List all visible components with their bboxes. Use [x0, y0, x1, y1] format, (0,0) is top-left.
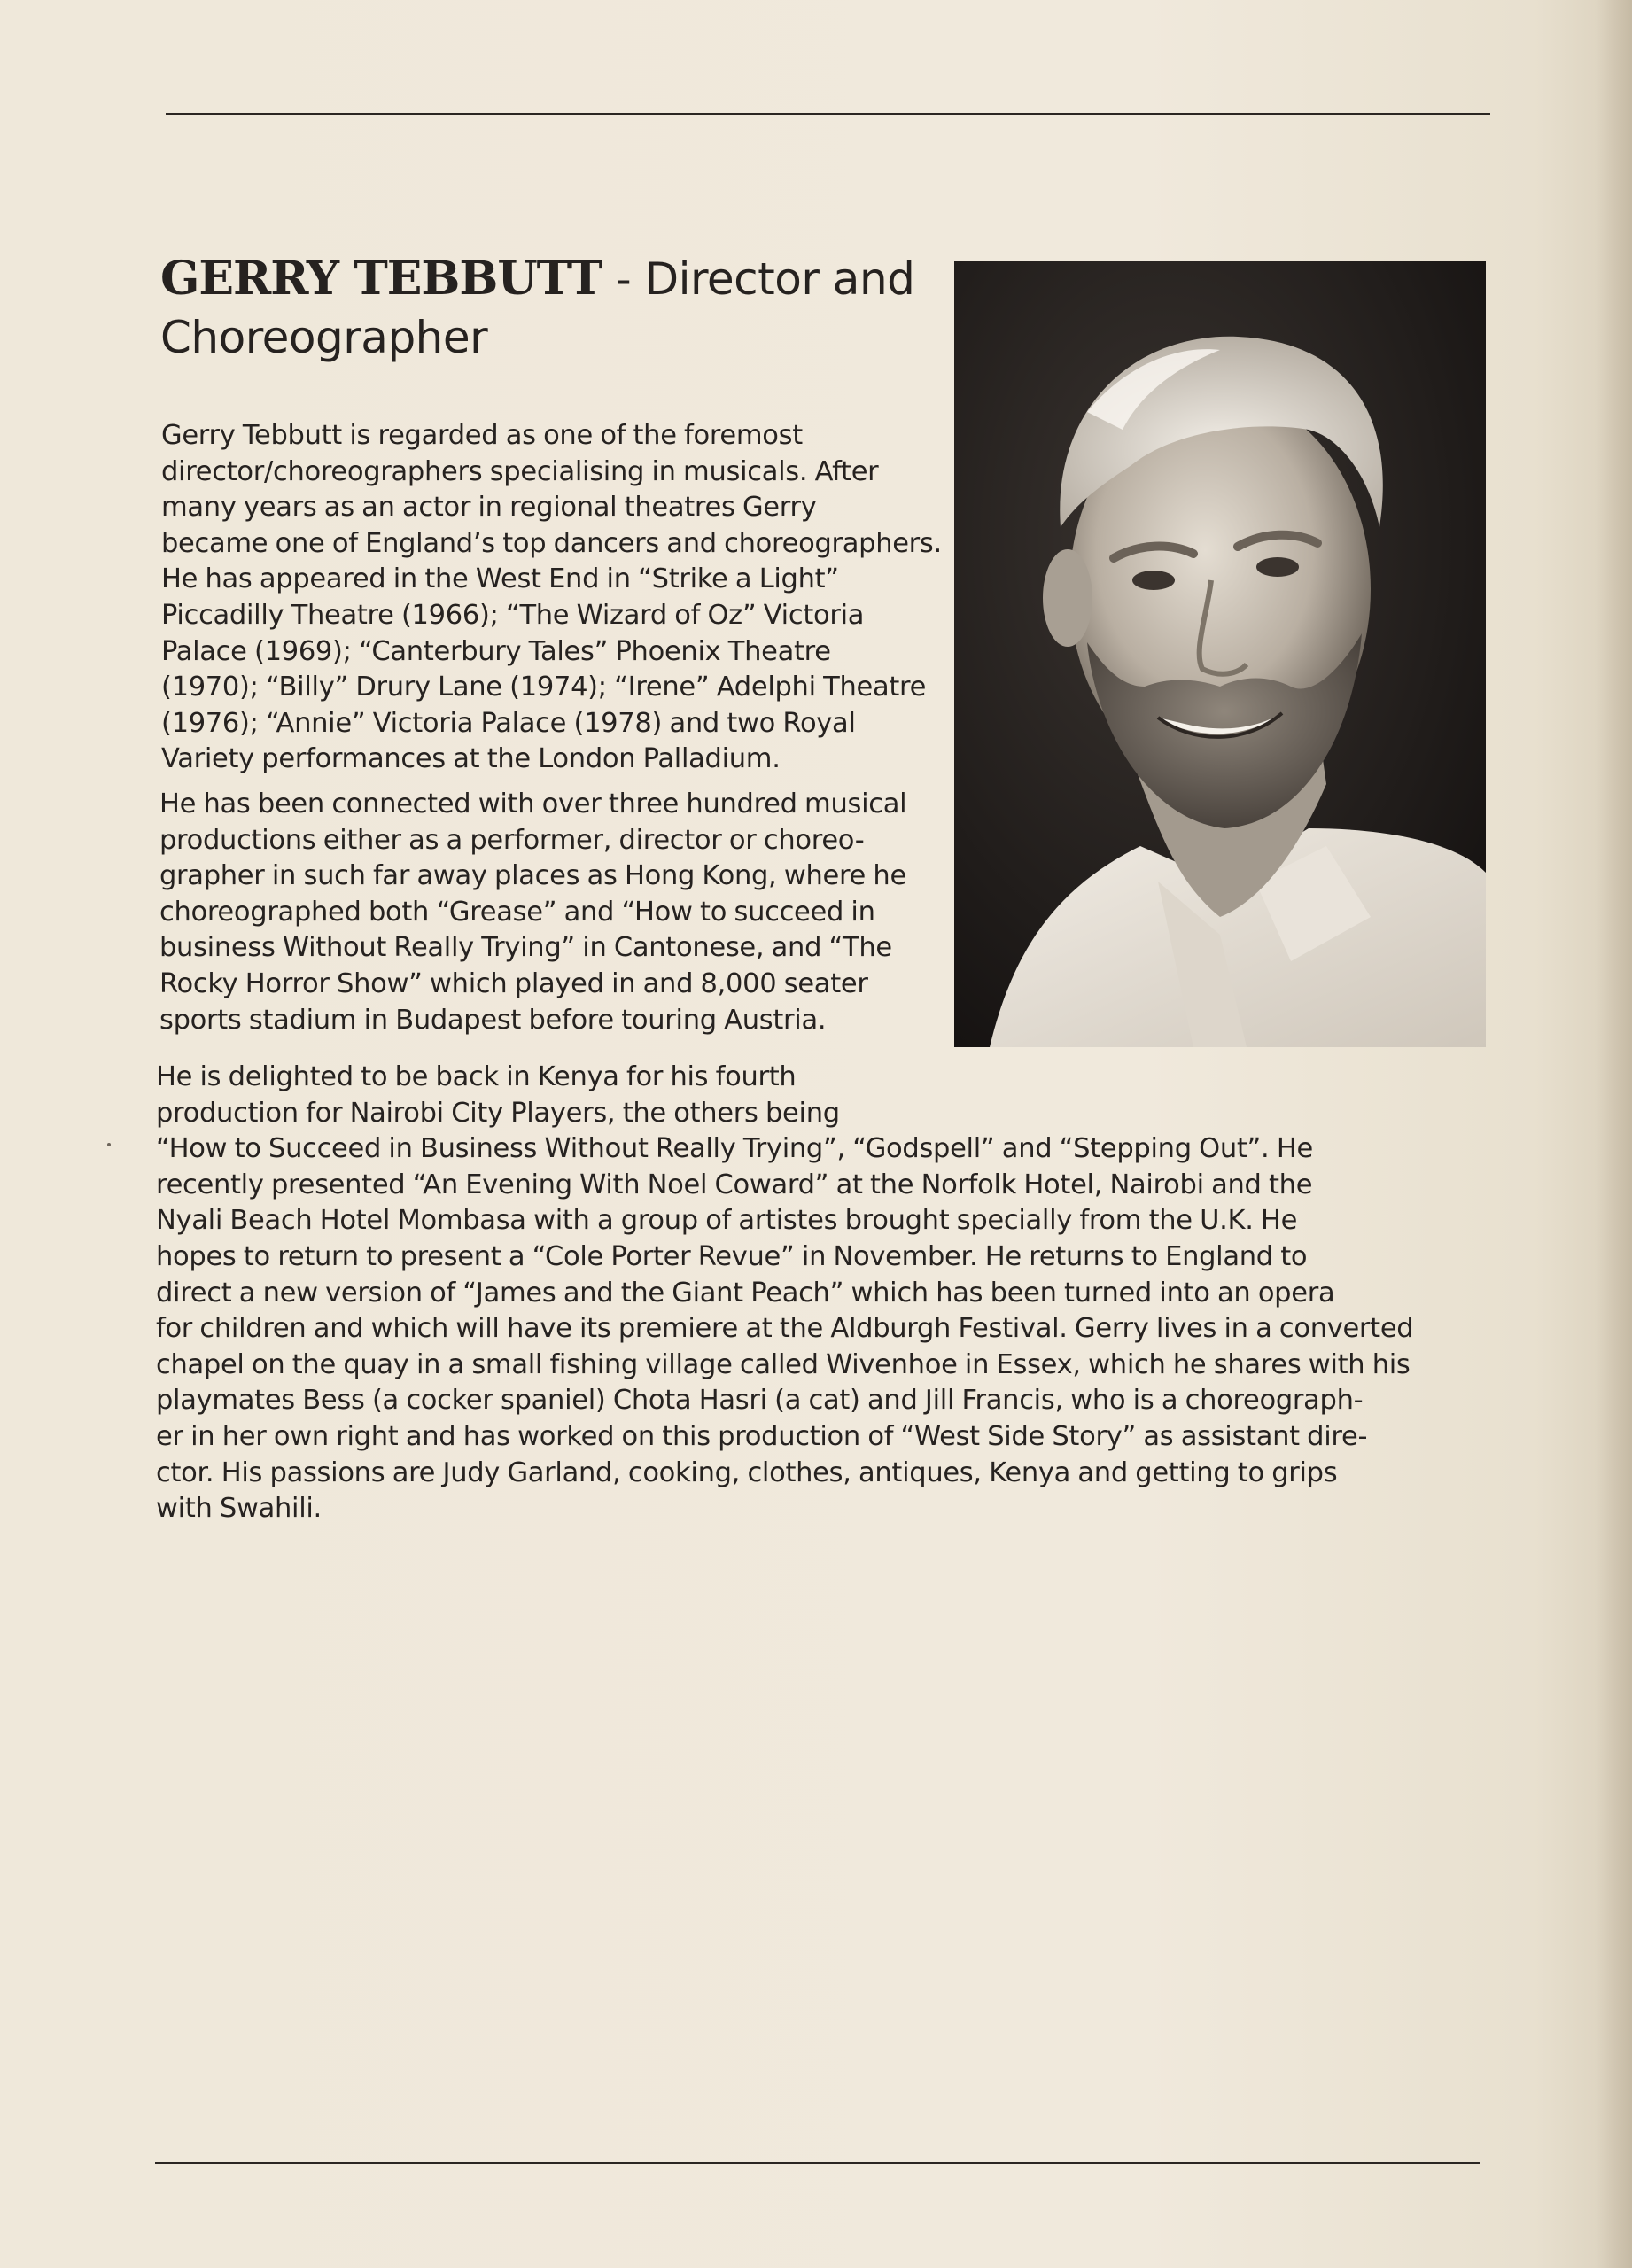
title-role-line1: Director and — [644, 253, 915, 305]
bio-paragraph-1: Gerry Tebbutt is regarded as one of the foremost director/choreographers specialising in musicals. After many years as an actor in regional theatres Gerry became one of England’s top dancers and choreographers. He has appeared in the West End in “Strike a Light” Piccadilly Theatre (1966); “The Wizard of Oz” Victoria Palace (1969); “Canterbury Tales” Phoenix Theatre (1970); “Billy” Drury Lane (1974); “Irene” Adelphi Theatre (1976); “Annie” Victoria Palace (1978) and two Royal Variety performances at the London Palladium. — [161, 420, 942, 775]
bottom-rule — [155, 2162, 1480, 2164]
title-role-line2: Choreographer — [160, 312, 488, 363]
page-edge-shadow — [1597, 0, 1632, 2268]
bio-paragraph-2: He has been connected with over three hundred musical productions either as a performer, director or choreo- grapher in such far away places as Hong Kong, where he choreographed both “Grease” and “How to succeed in business Without Really Trying” in Cantonese, and “The Rocky Horror Show” which played in and 8,000 seater sports stadium in Budapest before touring Austria. — [159, 788, 907, 1036]
portrait-illustration-icon — [954, 261, 1486, 1047]
title-separator: - — [602, 253, 645, 305]
title-name: GERRY TEBBUTT — [160, 252, 602, 306]
bio-paragraph-3: He is delighted to be back in Kenya for his fourth production for Nairobi City Players, the others being “How to Succeed in Business Without Really Trying”, “Godspell” and “Stepping Out”. He recently presented “An Evening With Noel Coward” at the Norfolk Hotel, Nairobi and the Nyali Beach Hotel Mombasa with a group of artistes brought specially from the U.K. He hopes to return to present a “Cole Porter Revue” in November. He returns to England to direct a new version of “James and the Giant Peach” which has been turned into an opera for children and which will have its premiere at the Aldburgh Festival. Gerry lives in a converted chapel on the quay in a small fishing village called Wivenhoe in Essex, which he shares with his playmates Bess (a cocker spaniel) Chota Hasri (a cat) and Jill Francis, who is a choreograph- er in her own right and has worked on this production of “West Side Story” as assistant dire- ctor. His passions are Judy Garland, cooking, clothes, antiques, Kenya and getting to grips with Swahili. — [156, 1061, 1414, 1525]
top-rule — [166, 113, 1490, 115]
paper-speck — [107, 1143, 111, 1146]
portrait-photo — [954, 261, 1486, 1047]
page-title — [160, 250, 958, 367]
